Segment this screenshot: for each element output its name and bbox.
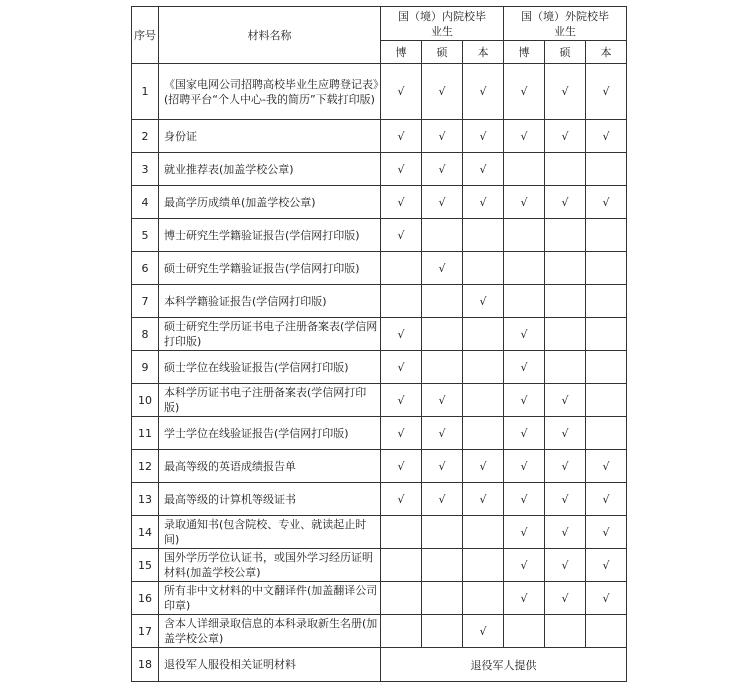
row-index: 7: [132, 285, 159, 318]
check-cell: √: [463, 153, 504, 186]
header-degree: 博: [381, 41, 422, 64]
check-cell: √: [586, 450, 627, 483]
table-row: [132, 252, 627, 285]
row-index: 10: [132, 384, 159, 417]
row-index: 6: [132, 252, 159, 285]
check-cell: √: [545, 64, 586, 120]
check-cell: √: [422, 252, 463, 285]
header-degree: 本: [463, 41, 504, 64]
check-cell: √: [586, 483, 627, 516]
material-name: 国外学历学位认证书，或国外学习经历证明材料(加盖学校公章): [159, 549, 381, 582]
check-cell: [586, 219, 627, 252]
check-cell: [545, 351, 586, 384]
check-cell: [504, 153, 545, 186]
check-cell: [463, 549, 504, 582]
check-cell: [381, 582, 422, 615]
material-name: 硕士研究生学籍验证报告(学信网打印版): [159, 252, 381, 285]
check-cell: [504, 219, 545, 252]
check-cell: √: [463, 186, 504, 219]
check-cell: √: [381, 483, 422, 516]
check-cell: √: [463, 285, 504, 318]
check-cell: [463, 318, 504, 351]
header-domestic: 国（境）内院校毕业生: [381, 7, 504, 41]
row-index: 1: [132, 64, 159, 120]
table-row: [132, 483, 627, 516]
check-cell: √: [586, 64, 627, 120]
check-cell: √: [463, 483, 504, 516]
check-cell: √: [504, 384, 545, 417]
check-cell: √: [545, 516, 586, 549]
row-index: 11: [132, 417, 159, 450]
row-index: 4: [132, 186, 159, 219]
header-degree: 硕: [422, 41, 463, 64]
table-row: [132, 351, 627, 384]
check-cell: [463, 219, 504, 252]
check-cell: [463, 582, 504, 615]
header-overseas: 国（境）外院校毕业生: [504, 7, 627, 41]
check-cell: √: [463, 64, 504, 120]
check-cell: [422, 549, 463, 582]
table-row: [132, 120, 627, 153]
material-name: 学士学位在线验证报告(学信网打印版): [159, 417, 381, 450]
check-cell: √: [545, 384, 586, 417]
check-cell: [545, 285, 586, 318]
material-name: 本科学历证书电子注册备案表(学信网打印版): [159, 384, 381, 417]
table-row: [132, 549, 627, 582]
check-cell: √: [422, 384, 463, 417]
check-cell: √: [422, 64, 463, 120]
check-cell: [422, 615, 463, 648]
table-row: [132, 384, 627, 417]
check-cell: [422, 219, 463, 252]
material-name: 所有非中文材料的中文翻译件(加盖翻译公司印章): [159, 582, 381, 615]
header-degree: 博: [504, 41, 545, 64]
check-cell: √: [586, 582, 627, 615]
check-cell: √: [545, 450, 586, 483]
header-material-name: 材料名称: [159, 7, 381, 64]
table-row: [132, 648, 627, 682]
table-row: [132, 582, 627, 615]
header-index: 序号: [132, 7, 159, 64]
check-cell: [586, 417, 627, 450]
table-row: [132, 186, 627, 219]
check-cell: √: [381, 120, 422, 153]
check-cell: √: [504, 450, 545, 483]
check-cell: [545, 153, 586, 186]
check-cell: √: [422, 153, 463, 186]
check-cell: √: [463, 120, 504, 153]
check-cell: [545, 318, 586, 351]
check-cell: [381, 285, 422, 318]
check-cell: [422, 318, 463, 351]
check-cell: [463, 384, 504, 417]
header-degree: 本: [586, 41, 627, 64]
material-name: 硕士学位在线验证报告(学信网打印版): [159, 351, 381, 384]
material-name: 最高学历成绩单(加盖学校公章): [159, 186, 381, 219]
header-degree: 硕: [545, 41, 586, 64]
check-cell: [586, 318, 627, 351]
check-cell: √: [381, 318, 422, 351]
check-cell: √: [463, 615, 504, 648]
row-index: 15: [132, 549, 159, 582]
check-cell: [463, 252, 504, 285]
check-cell: √: [381, 450, 422, 483]
material-name: 最高等级的英语成绩报告单: [159, 450, 381, 483]
check-cell: √: [381, 417, 422, 450]
check-cell: [504, 615, 545, 648]
check-cell: √: [504, 351, 545, 384]
row-index: 8: [132, 318, 159, 351]
check-cell: √: [586, 516, 627, 549]
check-cell: [381, 516, 422, 549]
check-cell: √: [381, 219, 422, 252]
row-index: 13: [132, 483, 159, 516]
check-cell: √: [422, 186, 463, 219]
row-index: 3: [132, 153, 159, 186]
table-row: [132, 219, 627, 252]
row-index: 2: [132, 120, 159, 153]
check-cell: [586, 351, 627, 384]
check-cell: √: [504, 318, 545, 351]
row-index: 16: [132, 582, 159, 615]
table-row: [132, 153, 627, 186]
check-cell: √: [463, 450, 504, 483]
row-index: 9: [132, 351, 159, 384]
check-cell: √: [422, 483, 463, 516]
check-cell: [504, 285, 545, 318]
check-cell: √: [422, 450, 463, 483]
check-cell: [463, 417, 504, 450]
check-cell: [586, 615, 627, 648]
row-index: 18: [132, 648, 159, 682]
material-name: 博士研究生学籍验证报告(学信网打印版): [159, 219, 381, 252]
row-index: 17: [132, 615, 159, 648]
check-cell: √: [504, 582, 545, 615]
check-cell: [586, 285, 627, 318]
check-cell: √: [545, 186, 586, 219]
table-row: [132, 615, 627, 648]
check-cell: √: [381, 351, 422, 384]
check-cell: √: [504, 516, 545, 549]
material-name: 含本人详细录取信息的本科录取新生名册(加盖学校公章): [159, 615, 381, 648]
table-row: [132, 516, 627, 549]
check-cell: [504, 252, 545, 285]
row-index: 14: [132, 516, 159, 549]
material-name: 录取通知书(包含院校、专业、就读起止时间): [159, 516, 381, 549]
check-cell: [381, 252, 422, 285]
table-row: [132, 318, 627, 351]
row-index: 5: [132, 219, 159, 252]
check-cell: [586, 252, 627, 285]
check-cell: √: [381, 153, 422, 186]
check-cell: √: [504, 549, 545, 582]
material-name: 硕士研究生学历证书电子注册备案表(学信网打印版): [159, 318, 381, 351]
check-cell: √: [504, 417, 545, 450]
check-cell: √: [586, 186, 627, 219]
check-cell: √: [504, 64, 545, 120]
check-cell: [586, 384, 627, 417]
check-cell: √: [381, 186, 422, 219]
material-name: 《国家电网公司招聘高校毕业生应聘登记表》(招聘平台“个人中心-我的简历”下载打印版): [159, 64, 381, 120]
materials-table: [131, 6, 627, 682]
check-cell: √: [504, 483, 545, 516]
check-cell: √: [545, 549, 586, 582]
table-row: [132, 64, 627, 120]
check-cell: √: [586, 120, 627, 153]
check-cell: [463, 516, 504, 549]
material-name: 就业推荐表(加盖学校公章): [159, 153, 381, 186]
table-row: [132, 450, 627, 483]
check-cell: √: [545, 483, 586, 516]
material-name: 最高等级的计算机等级证书: [159, 483, 381, 516]
check-cell: √: [545, 417, 586, 450]
check-cell: [422, 351, 463, 384]
check-cell: [381, 615, 422, 648]
check-cell: √: [381, 64, 422, 120]
check-cell: √: [545, 582, 586, 615]
check-cell: [545, 615, 586, 648]
material-name: 本科学籍验证报告(学信网打印版): [159, 285, 381, 318]
check-cell: √: [504, 120, 545, 153]
check-cell: [545, 252, 586, 285]
check-cell: [422, 582, 463, 615]
check-cell: √: [422, 417, 463, 450]
row-index: 12: [132, 450, 159, 483]
material-name: 身份证: [159, 120, 381, 153]
check-cell: √: [504, 186, 545, 219]
check-cell: [463, 351, 504, 384]
material-name: 退役军人服役相关证明材料: [159, 648, 381, 682]
check-cell: √: [381, 384, 422, 417]
check-cell: [545, 219, 586, 252]
veteran-note: 退役军人提供: [381, 648, 627, 682]
check-cell: √: [586, 549, 627, 582]
check-cell: [381, 549, 422, 582]
check-cell: [422, 516, 463, 549]
check-cell: [422, 285, 463, 318]
check-cell: √: [422, 120, 463, 153]
table-row: [132, 285, 627, 318]
check-cell: [586, 153, 627, 186]
table-row: [132, 417, 627, 450]
check-cell: √: [545, 120, 586, 153]
